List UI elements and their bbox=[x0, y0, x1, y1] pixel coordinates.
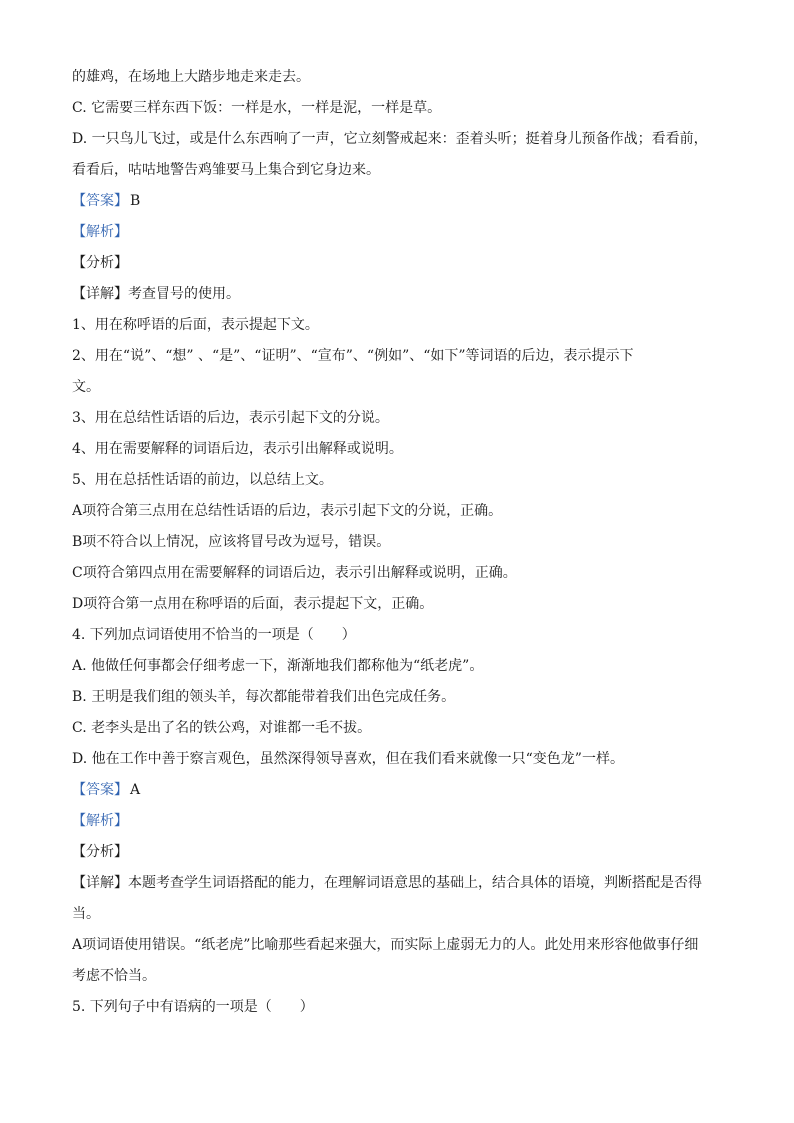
detail-row bbox=[72, 279, 732, 310]
detail-text: 考查冒号的使用。 bbox=[128, 286, 240, 302]
judgement-a: A项符合第三点用在总结性话语的后边，表示引起下文的分说，正确。 bbox=[72, 503, 503, 519]
answer-value-2: A bbox=[130, 782, 141, 798]
fenxi-label-row bbox=[72, 248, 732, 279]
judgement-c: C项符合第四点用在需要解释的词语后边，表示引出解释或说明，正确。 bbox=[72, 565, 517, 581]
answer-row-2 bbox=[72, 775, 732, 806]
question-4-option-c: C. 老李头是出了名的铁公鸡，对谁都一毛不拔。 bbox=[72, 720, 372, 736]
answer-row bbox=[72, 186, 732, 217]
fenxi-label: 【分析】 bbox=[72, 255, 128, 271]
option-c: C. 它需要三样东西下饭：一样是水，一样是泥，一样是草。 bbox=[72, 100, 442, 116]
explain-a-line1: A项词语使用错误。“纸老虎”比喻那些看起来强大，而实际上虚弱无力的人。此处用来形容他做事仔细 bbox=[72, 937, 699, 953]
detail-label-2: 【详解】 bbox=[72, 875, 128, 891]
judgement-b: B项不符合以上情况，应该将冒号改为逗号，错误。 bbox=[72, 534, 391, 550]
answer-value: B bbox=[130, 193, 141, 209]
option-d-line1: D. 一只鸟儿飞过，或是什么东西响了一声，它立刻警戒起来：歪着头听；挺着身儿预备作战；看看前， bbox=[72, 131, 708, 147]
point-2-line1: 2、用在“说”、“想” 、“是”、“证明”、“宣布”、“例如”、“如下”等词语的后边，表示提示下 bbox=[72, 348, 634, 364]
analysis-label: 【解析】 bbox=[72, 224, 128, 240]
analysis-label-row bbox=[72, 217, 732, 248]
point-2-line2: 文。 bbox=[72, 379, 100, 395]
judgement-d: D项符合第一点用在称呼语的后面，表示提起下文，正确。 bbox=[72, 596, 434, 612]
answer-label: 【答案】 bbox=[72, 193, 128, 209]
question-4: 4. 下列加点词语使用不恰当的一项是（ ） bbox=[72, 627, 356, 643]
document-page bbox=[72, 62, 732, 1023]
detail-text-2: 本题考查学生词语搭配的能力，在理解词语意思的基础上，结合具体的语境，判断搭配是否得 bbox=[128, 875, 702, 891]
point-3: 3、用在总结性话语的后边，表示引起下文的分说。 bbox=[72, 410, 389, 426]
explain-a-line2: 考虑不恰当。 bbox=[72, 968, 156, 984]
detail-row-2 bbox=[72, 868, 732, 899]
analysis-label-row-2 bbox=[72, 806, 732, 837]
fenxi-label-row-2 bbox=[72, 837, 732, 868]
question-5: 5. 下列句子中有语病的一项是（ ） bbox=[72, 999, 314, 1015]
answer-label-2: 【答案】 bbox=[72, 782, 128, 798]
question-4-option-d: D. 他在工作中善于察言观色，虽然深得领导喜欢，但在我们看来就像一只“变色龙”一样。 bbox=[72, 751, 624, 767]
detail-text-2-cont: 当。 bbox=[72, 906, 100, 922]
fenxi-label-2: 【分析】 bbox=[72, 844, 128, 860]
question-4-option-b: B. 王明是我们组的领头羊，每次都能带着我们出色完成任务。 bbox=[72, 689, 456, 705]
point-4: 4、用在需要解释的词语后边，表示引出解释或说明。 bbox=[72, 441, 403, 457]
text-line: 的雄鸡，在场地上大踏步地走来走去。 bbox=[72, 69, 310, 85]
option-d-line2: 看看后，咕咕地警告鸡雏要马上集合到它身边来。 bbox=[72, 162, 380, 178]
point-5: 5、用在总括性话语的前边，以总结上文。 bbox=[72, 472, 333, 488]
point-1: 1、用在称呼语的后面，表示提起下文。 bbox=[72, 317, 319, 333]
detail-label: 【详解】 bbox=[72, 286, 128, 302]
analysis-label-2: 【解析】 bbox=[72, 813, 128, 829]
question-4-option-a: A. 他做任何事都会仔细考虑一下，渐渐地我们都称他为“纸老虎”。 bbox=[72, 658, 484, 674]
